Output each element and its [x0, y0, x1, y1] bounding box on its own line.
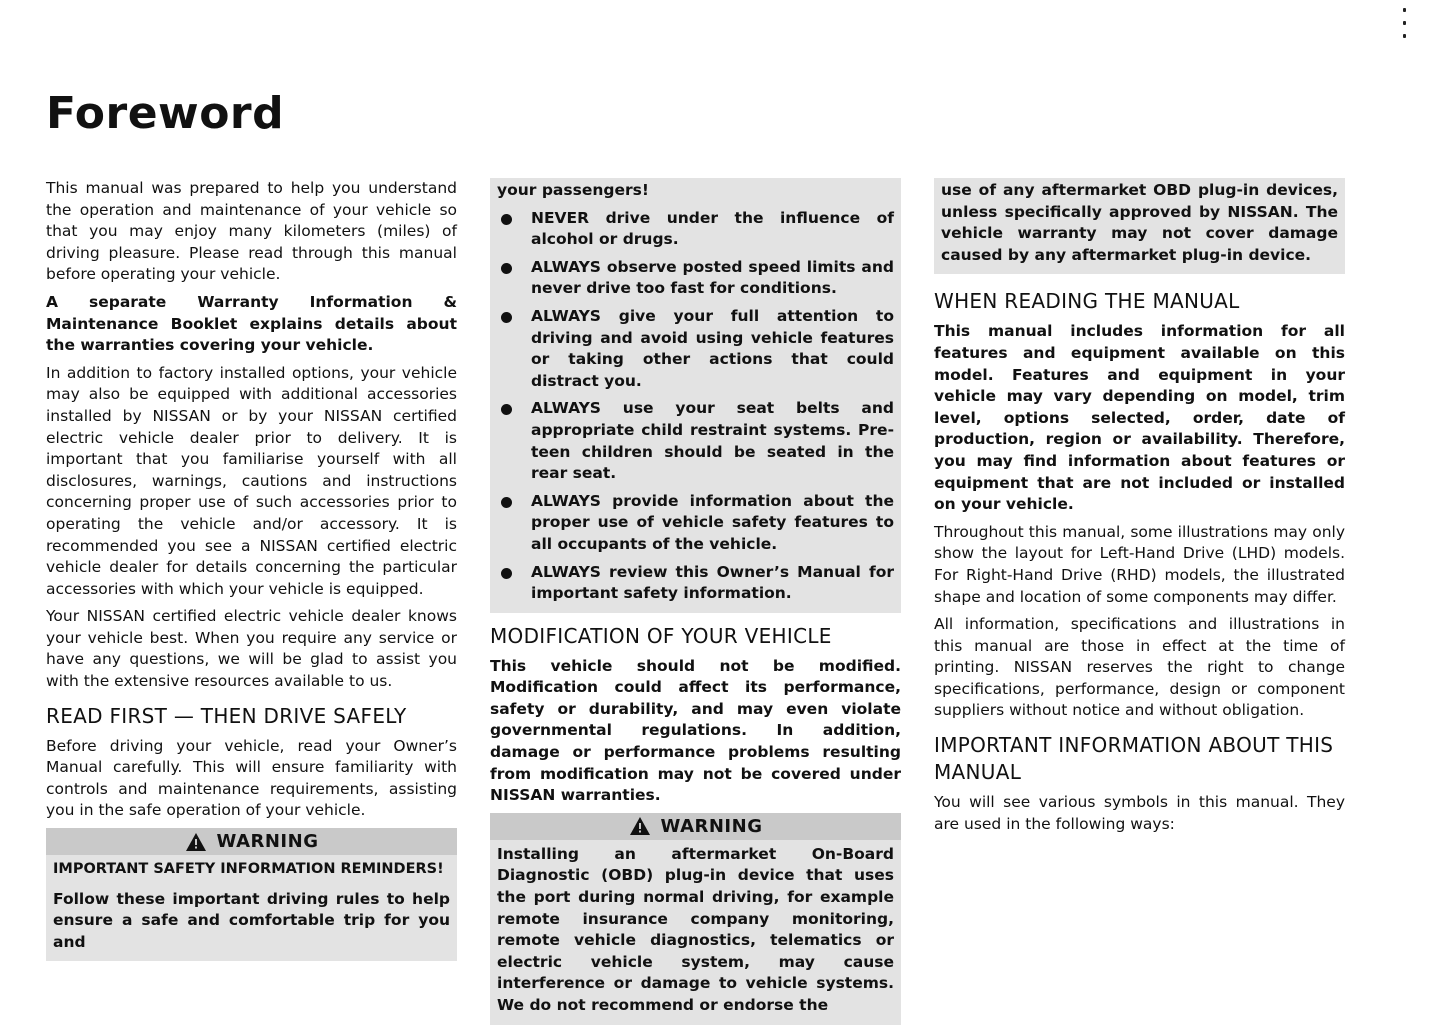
section-heading-important-info: IMPORTANT INFORMATION ABOUT THIS MANUAL [934, 733, 1334, 785]
features-paragraph: This manual includes information for all features and equipment available on this model. Features and equipment in your vehicle may vary depending on model, trim level, options selected, order, date of production, region or availability. Therefore, you may find information about features or equipment that are not included or installed on your vehicle. [934, 322, 1345, 514]
dealer-paragraph: Your NISSAN certified electric vehicle dealer knows your vehicle best. When you require any service or have any questions, we will be glad to assist you with the extensive resources available to us. [46, 607, 457, 691]
section-heading-reading-manual: WHEN READING THE MANUAL [934, 289, 1240, 314]
warning-header [490, 813, 901, 840]
list-item: ALWAYS observe posted speed limits and never drive too fast for conditions. [497, 257, 894, 300]
intro-paragraph: This manual was prepared to help you understand the operation and maintenance of your vehicle so that you may enjoy many kilometers (miles) of driving pleasure. Please read through this manual before operating your vehicle. [46, 179, 457, 284]
safety-rules-list [497, 208, 894, 605]
bullet-icon [501, 263, 512, 274]
list-item: ALWAYS use your seat belts and appropriate child restraint systems. Pre-teen children should be seated in the rear seat. [497, 398, 894, 484]
warning-text: Installing an aftermarket On-Board Diagnostic (OBD) plug-in device that uses the port during normal driving, for example remote insurance company monitoring, remote vehicle diagnostics, telematics or electric vehicle system, may cause interference or damage to vehicle systems. We do not recommend or endorse the [497, 844, 894, 1014]
list-item: ALWAYS give your full attention to driving and avoid using vehicle features or taking other actions that could distract you. [497, 306, 894, 392]
warning-label: WARNING [660, 815, 763, 837]
column-3 [934, 178, 1345, 841]
column-2 [490, 178, 901, 1025]
illustrations-paragraph: Throughout this manual, some illustrations may only show the layout for Left-Hand Drive (LHD) models. For Right-Hand Drive (RHD) models, the illustrated shape and location of some components may differ. [934, 522, 1345, 606]
page-title: Foreword [46, 88, 285, 139]
bullet-icon [501, 568, 512, 579]
warning-triangle-icon [185, 832, 207, 852]
warning-continued-text: use of any aftermarket OBD plug-in devices, unless specifically approved by NISSAN. The vehicle warranty may not cover damage caused by any aftermarket plug-in device. [941, 181, 1338, 264]
list-item: NEVER drive under the influence of alcohol or drugs. [497, 208, 894, 251]
warning-box-obd [490, 813, 901, 1025]
bullet-icon [501, 214, 512, 225]
section-heading-modification: MODIFICATION OF YOUR VEHICLE [490, 623, 832, 648]
list-item: ALWAYS provide information about the proper use of vehicle safety features to all occupants of the vehicle. [497, 491, 894, 556]
bullet-icon [501, 312, 512, 323]
warning-subtitle: IMPORTANT SAFETY INFORMATION REMINDERS! [53, 861, 444, 878]
warning-text: Follow these important driving rules to help ensure a safe and comfortable trip for you and [53, 889, 450, 951]
more-vert-icon[interactable] [1396, 8, 1412, 38]
warning-header [46, 828, 457, 855]
warning-box-safety [46, 828, 457, 961]
warning-box-obd-continued [934, 178, 1345, 274]
bullet-icon [501, 497, 512, 508]
warranty-paragraph: A separate Warranty Information & Maintenance Booklet explains details about the warranties covering your vehicle. [46, 292, 457, 355]
bullet-icon [501, 404, 512, 415]
column-1 [46, 178, 457, 961]
list-item: ALWAYS review this Owner’s Manual for important safety information. [497, 562, 894, 605]
symbols-paragraph: You will see various symbols in this manual. They are used in the following ways: [934, 793, 1345, 833]
accessories-paragraph: In addition to factory installed options, your vehicle may also be equipped with additional accessories installed by NISSAN or by your NISSAN certified electric vehicle dealer prior to delivery. It is important that you familiarise yourself with all disclosures, warnings, cautions and instructions concerning proper use of such accessories prior to operating the vehicle and/or accessory. It is recommended you see a NISSAN certified electric vehicle dealer for details concerning the particular accessories with which your vehicle is equipped. [46, 363, 457, 598]
warning-box-continued [490, 178, 901, 613]
modification-paragraph: This vehicle should not be modified. Modification could affect its performance, safety or durability, and may even violate governmental regulations. In addition, damage or performance problems resulting from modification may not be covered under NISSAN warranties. [490, 656, 901, 805]
warning-continued-text: your passengers! [497, 181, 649, 199]
warning-triangle-icon [629, 816, 651, 836]
section-heading-read-first: READ FIRST — THEN DRIVE SAFELY [46, 703, 407, 728]
warning-label: WARNING [216, 831, 319, 853]
specifications-paragraph: All information, specifications and illustrations in this manual are those in effect at the time of printing. NISSAN reserves the right to change specifications, performance, design or component suppliers without notice and without obligation. [934, 615, 1345, 720]
read-first-paragraph: Before driving your vehicle, read your Owner’s Manual carefully. This will ensure familiarity with controls and maintenance requirements, assisting you in the safe operation of your vehicle. [46, 736, 457, 820]
